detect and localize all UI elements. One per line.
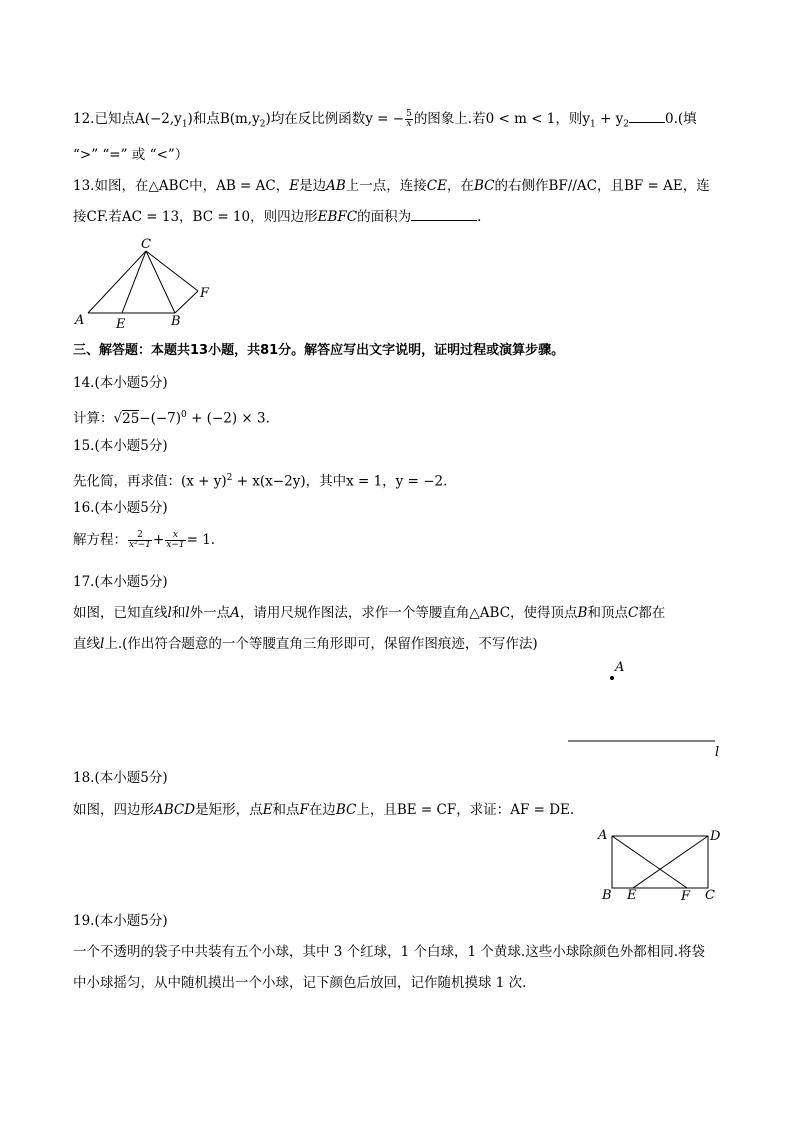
- q16-text: = 1.: [186, 532, 216, 548]
- q17-text: ，请用尺规作图法，求作一个等腰直角△ABC，使得顶点: [239, 605, 578, 621]
- label-l: l: [715, 745, 720, 760]
- q18-figure: [592, 824, 732, 906]
- q13-figure: [70, 236, 220, 336]
- q13-text: ，在: [446, 178, 474, 194]
- q18-text: 如图，四边形: [73, 802, 154, 818]
- label-D: D: [710, 829, 721, 844]
- subscript: 1: [181, 119, 188, 130]
- q12-text: )和点B(m,y: [187, 111, 260, 127]
- label-F: F: [200, 286, 210, 301]
- q12-text: )均在反比例函数y = −: [265, 111, 405, 127]
- q15-text: 先化简，再求值：(x + y): [73, 473, 227, 490]
- label-E: E: [116, 317, 126, 332]
- point-A: [610, 676, 614, 680]
- q13-line1: [73, 178, 710, 194]
- q17-text: 都在: [638, 605, 666, 621]
- q17-figure: [560, 655, 730, 765]
- math-var: ABCD: [154, 802, 196, 818]
- q15-body: [73, 470, 447, 490]
- label-C: C: [141, 237, 151, 252]
- q12-text: + y: [595, 111, 624, 127]
- q13-text: 的右侧作BF//AC，且BF = AE，连: [494, 178, 710, 194]
- q17-text: 如图，已知直线: [73, 605, 168, 621]
- fraction-numerator: x: [165, 531, 185, 541]
- math-var: l: [100, 636, 105, 652]
- q12-text: 的图象上.若0 < m < 1，则y: [413, 111, 590, 127]
- q13-text: 13.如图，在△ABC中，AB = AC，: [73, 178, 290, 194]
- q16-header: 16.(本小题5分): [73, 500, 168, 516]
- q16-body: [73, 531, 215, 550]
- fraction-denominator: x: [406, 119, 412, 129]
- fraction-denominator: x²−1: [129, 540, 151, 550]
- label-A: A: [75, 313, 85, 328]
- math-var: E: [262, 802, 273, 818]
- math-var: B: [577, 605, 588, 621]
- fraction-numerator: 5: [406, 109, 412, 119]
- q15-header: 15.(本小题5分): [73, 438, 168, 454]
- q17-text: 外一点: [189, 605, 231, 621]
- label-B: B: [171, 314, 181, 329]
- q12-line1: [73, 110, 697, 133]
- q16-text: 解方程：: [73, 532, 127, 548]
- q12-text: 12.已知点A(−2,y: [73, 111, 182, 127]
- q18-text: 和点: [272, 802, 300, 818]
- fraction-x-over-x-1: [165, 531, 185, 550]
- q17-header: 17.(本小题5分): [73, 574, 168, 590]
- q13-text: 是边: [299, 178, 327, 194]
- answer-blank[interactable]: [411, 208, 477, 221]
- math-var: A: [230, 605, 240, 621]
- subscript: 2: [623, 119, 629, 130]
- math-var: l: [167, 605, 172, 621]
- q17-line2: [73, 636, 538, 652]
- sqrt-sign: √: [113, 410, 123, 427]
- q13-text: .: [477, 209, 482, 225]
- q17-text: 和: [171, 605, 186, 621]
- radicand: 25: [122, 410, 140, 427]
- math-var: AB: [326, 178, 346, 194]
- math-var: BC: [335, 802, 357, 818]
- q12-line2: “>” “=” 或 “<”）: [73, 147, 189, 163]
- label-A: A: [598, 828, 608, 843]
- label-C: C: [705, 888, 715, 903]
- plus-sign: +: [152, 532, 165, 548]
- label-A: A: [615, 660, 625, 675]
- math-var: CE: [426, 178, 447, 194]
- q14-body: [73, 407, 270, 427]
- math-var: E: [289, 178, 300, 194]
- q13-text: 的面积为: [357, 209, 412, 225]
- q14-text: + (−2) × 3.: [186, 410, 270, 427]
- q18-text: 上，且BE = CF，求证：AF = DE.: [356, 802, 575, 818]
- fraction-numerator: 2: [128, 531, 152, 541]
- q12-text: 0.(填: [665, 111, 697, 127]
- subscript: 2: [259, 119, 266, 130]
- q14-header: 14.(本小题5分): [73, 375, 168, 391]
- q15-text: + x(x−2y)，其中x = 1，y = −2.: [232, 473, 448, 490]
- math-var: BC: [473, 178, 495, 194]
- math-var: EBFC: [317, 209, 358, 225]
- fraction-denominator: x−1: [166, 540, 185, 550]
- label-F: F: [681, 889, 691, 904]
- q13-text: 上一点，连接: [345, 178, 427, 194]
- section-heading: 三、解答题：本题共13小题，共81分。解答应写出文字说明，证明过程或演算步骤。: [73, 343, 565, 358]
- q19-line2: 中小球摇匀，从中随机摸出一个小球，记下颜色后放回，记作随机摸球 1 次.: [73, 975, 527, 991]
- q18-header: 18.(本小题5分): [73, 770, 168, 786]
- fraction-2-over-x2-1: [128, 531, 152, 550]
- answer-blank[interactable]: [629, 110, 665, 123]
- math-var: C: [627, 605, 639, 621]
- q18-line1: [73, 802, 574, 818]
- q17-text: 直线: [73, 636, 100, 652]
- q17-text: 和顶点: [587, 605, 628, 621]
- q18-text: 在边: [308, 802, 336, 818]
- q13-line2: [73, 208, 481, 225]
- subscript: 1: [590, 119, 596, 130]
- label-E: E: [627, 888, 637, 903]
- math-var: l: [185, 605, 190, 621]
- q17-line1: [73, 605, 665, 621]
- label-B: B: [602, 888, 612, 903]
- fraction-5-over-x: [405, 110, 413, 129]
- q14-text: 计算：: [73, 410, 114, 427]
- superscript: 2: [226, 473, 233, 483]
- q19-header: 19.(本小题5分): [73, 913, 168, 929]
- q13-text: 接CF.若AC = 13，BC = 10，则四边形: [73, 209, 318, 225]
- q14-text: −(−7): [139, 410, 182, 427]
- q18-text: 是矩形，点: [195, 802, 263, 818]
- q19-line1: 一个不透明的袋子中共装有五个小球，其中 3 个红球，1 个白球，1 个黄球.这些小球除颜色外都相同.将袋: [73, 944, 706, 960]
- superscript: 0: [181, 410, 187, 420]
- math-var: F: [299, 802, 309, 818]
- q17-text: 上.(作出符合题意的一个等腰直角三角形即可，保留作图痕迹，不写作法): [104, 636, 538, 652]
